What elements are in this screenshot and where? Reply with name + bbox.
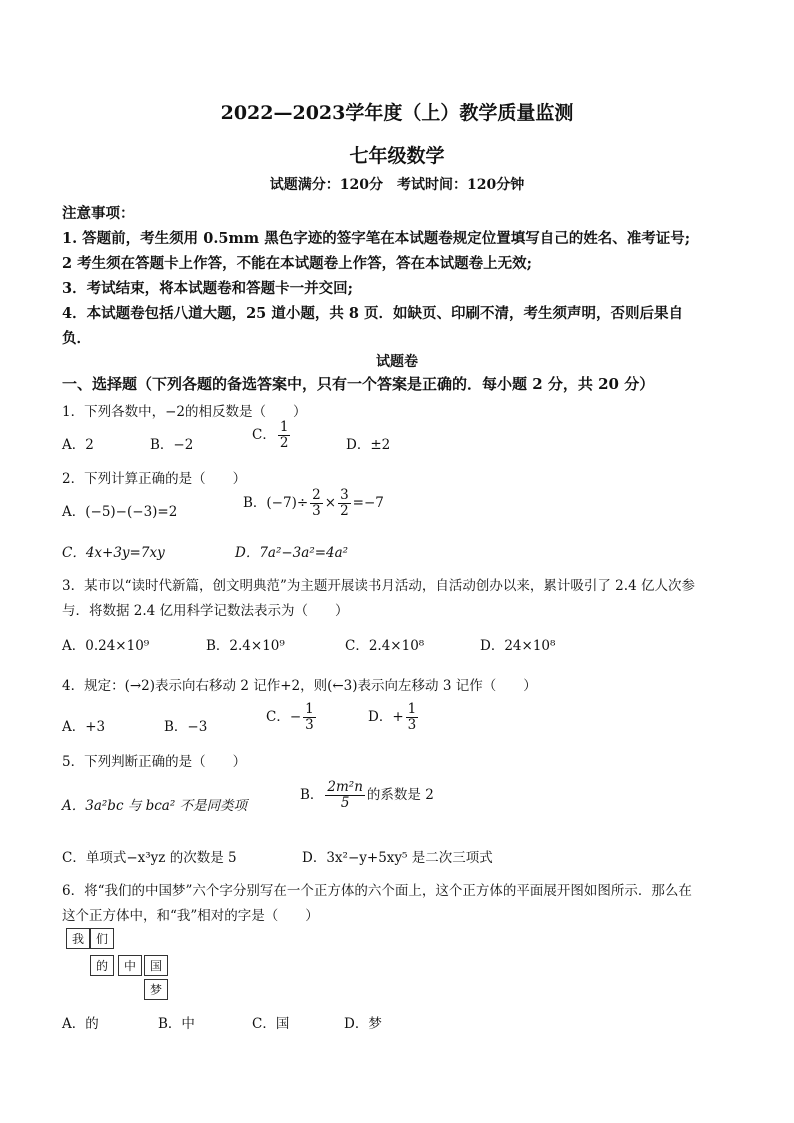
q1-stem: 1．下列各数中，−2的相反数是（ ） bbox=[62, 404, 307, 420]
q4-option-d-fraction bbox=[406, 702, 419, 733]
exam-title: 2022—2023学年度（上）教学质量监测 bbox=[220, 102, 574, 124]
cube-net-figure bbox=[66, 928, 176, 1004]
q5-option-d: D．3x²−y+5xy⁵ 是二次三项式 bbox=[302, 850, 493, 866]
paper-label: 试题卷 bbox=[376, 354, 418, 370]
q5-stem: 5．下列判断正确的是（ ） bbox=[62, 754, 247, 770]
q1-option-a: A．2 bbox=[62, 437, 94, 453]
net-cell-guo: 国 bbox=[144, 955, 168, 976]
notice-item-5: 负． bbox=[62, 330, 91, 347]
q4-option-a: A．+3 bbox=[62, 719, 106, 735]
q2-fraction-1 bbox=[310, 488, 323, 519]
net-cell-meng: 梦 bbox=[144, 979, 168, 1000]
q4-option-c bbox=[266, 702, 318, 733]
q4-option-d-prefix: D．+ bbox=[368, 708, 404, 725]
q3-option-a: A．0.24×10⁹ bbox=[62, 638, 150, 654]
q6-option-c: C．国 bbox=[252, 1016, 290, 1032]
net-cell-zhong: 中 bbox=[118, 955, 142, 976]
q2-option-a: A．(−5)−(−3)=2 bbox=[62, 504, 178, 520]
q2-stem: 2．下列计算正确的是（ ） bbox=[62, 471, 247, 487]
q5-option-b-prefix: B． bbox=[300, 786, 324, 803]
fraction-numerator: 2 bbox=[312, 487, 321, 503]
q5-option-b bbox=[300, 780, 434, 811]
fraction-numerator: 3 bbox=[340, 487, 349, 503]
exam-subtitle: 七年级数学 bbox=[349, 145, 445, 167]
q3-stem-line1: 3．某市以“读时代新篇，创文明典范”为主题开展读书月活动，自活动创办以来，累计吸引了 2.4 亿人次参 bbox=[62, 578, 695, 594]
notice-item-2: 2 考生须在答题卡上作答，不能在本试题卷上作答，答在本试题卷上无效; bbox=[62, 255, 532, 272]
fraction-numerator: 1 bbox=[305, 701, 314, 717]
q2-option-c: C．4x+3y=7xy bbox=[62, 545, 165, 561]
net-cell-wo: 我 bbox=[66, 928, 90, 949]
q5-option-a: A．3a²bc 与 bca² 不是同类项 bbox=[62, 798, 248, 814]
q2-option-b-times: × bbox=[324, 494, 337, 511]
q5-option-b-fraction bbox=[325, 780, 365, 811]
fraction-denominator: 2 bbox=[340, 502, 349, 519]
notice-item-3: 3．考试结束，将本试题卷和答题卡一并交回; bbox=[62, 280, 353, 297]
q6-option-d: D．梦 bbox=[344, 1016, 382, 1032]
notice-heading: 注意事项： bbox=[62, 205, 135, 222]
q3-option-d: D．24×10⁸ bbox=[480, 638, 556, 654]
fraction-denominator: 3 bbox=[407, 716, 417, 733]
q4-stem: 4．规定：(→2)表示向右移动 2 记作+2，则(←3)表示向左移动 3 记作（ ） bbox=[62, 678, 537, 694]
net-cell-de: 的 bbox=[90, 955, 114, 976]
q1-option-c bbox=[252, 420, 292, 451]
q6-stem-line1: 6．将“我们的中国梦”六个字分别写在一个正方体的六个面上，这个正方体的平面展开图如图所示．那么在 bbox=[62, 883, 692, 899]
q6-stem-line2: 这个正方体中，和“我”相对的字是（ ） bbox=[62, 908, 319, 924]
fraction-denominator: 3 bbox=[312, 502, 321, 519]
q2-option-b-suffix: =−7 bbox=[352, 494, 384, 511]
q2-option-b-prefix: B．(−7)÷ bbox=[243, 494, 309, 511]
q3-stem-line2: 与．将数据 2.4 亿用科学记数法表示为（ ） bbox=[62, 603, 349, 619]
q1-option-c-fraction bbox=[278, 420, 291, 451]
q4-option-c-prefix: C．− bbox=[266, 708, 302, 725]
q6-option-a: A．的 bbox=[62, 1016, 99, 1032]
fraction-numerator: 1 bbox=[279, 419, 289, 435]
q4-option-d bbox=[368, 702, 420, 733]
q1-option-c-prefix: C． bbox=[252, 426, 276, 443]
fraction-denominator: 3 bbox=[305, 716, 314, 733]
fraction-denominator: 2 bbox=[279, 434, 289, 451]
exam-meta: 试题满分：120分 考试时间：120分钟 bbox=[269, 177, 525, 193]
q1-option-b: B．−2 bbox=[150, 437, 194, 453]
q5-option-b-suffix: 的系数是 2 bbox=[366, 786, 434, 803]
q2-fraction-2 bbox=[338, 488, 351, 519]
q1-option-d: D．±2 bbox=[346, 437, 391, 453]
q5-option-c: C．单项式−x³yz 的次数是 5 bbox=[62, 850, 237, 866]
q6-option-b: B．中 bbox=[158, 1016, 195, 1032]
fraction-denominator: 5 bbox=[340, 794, 350, 811]
notice-item-1: 1. 答题前，考生须用 0.5mm 黑色字迹的签字笔在本试题卷规定位置填写自己的姓名、准考证号; bbox=[62, 230, 691, 247]
q4-option-c-fraction bbox=[303, 702, 316, 733]
notice-item-4: 4．本试题卷包括八道大题，25 道小题，共 8 页．如缺页、印刷不清，考生须声明，否则后果自 bbox=[62, 305, 683, 322]
q3-option-c: C．2.4×10⁸ bbox=[345, 638, 425, 654]
q4-option-b: B．−3 bbox=[164, 719, 208, 735]
q2-option-b bbox=[243, 488, 384, 519]
fraction-numerator: 2m²n bbox=[327, 779, 363, 795]
fraction-numerator: 1 bbox=[407, 701, 417, 717]
section-heading: 一、选择题（下列各题的备选答案中，只有一个答案是正确的．每小题 2 分，共 20 分） bbox=[62, 375, 655, 393]
net-cell-men: 们 bbox=[90, 928, 114, 949]
q3-option-b: B．2.4×10⁹ bbox=[206, 638, 285, 654]
q2-option-d: D．7a²−3a²=4a² bbox=[235, 545, 349, 561]
